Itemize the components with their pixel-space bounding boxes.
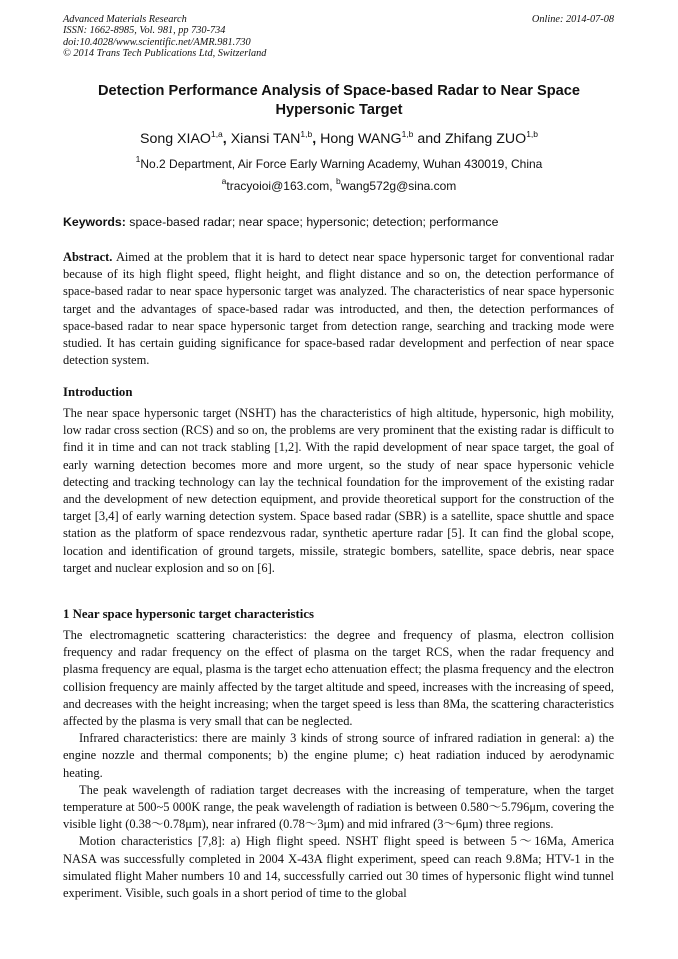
author-list: Song XIAO$^{1,a}$, Xiansi TAN$^{1,b}$, Hong WANG$^{1,b}$ and Zhifang ZUO$^{1,b}$ bbox=[139, 129, 539, 147]
keywords-label: Keywords: bbox=[63, 215, 126, 229]
abstract-label: Abstract. bbox=[63, 250, 113, 264]
issn-line: ISSN: 1662-8985, Vol. 981, pp 730-734 bbox=[63, 25, 226, 37]
online-date: Online: 2014-07-08 bbox=[531, 14, 614, 25]
keywords-text: space-based radar; near space; hypersonic; detection; performance bbox=[129, 215, 499, 229]
author-affil-sup: 1,b bbox=[300, 129, 313, 139]
author-affil-sup: 1,a bbox=[210, 129, 223, 139]
author-name: Hong WANG bbox=[320, 131, 402, 147]
affiliation bbox=[63, 156, 615, 172]
paragraph: Motion characteristics [7,8]: a) High flight speed. NSHT flight speed is between 5～16Ma, America NASA was successfully completed in 2004 X-43A flight experiment, speed can reach 9.8Ma; HTV-1 in the simulated flight Maher numbers 10 and 14, successfully carried out 30 times of hypersonic flight wind tunnel experiment. Visible, such goals in a short period of time to the global bbox=[63, 834, 614, 901]
paragraph: Infrared characteristics: there are mainly 3 kinds of strong source of infrared radiation in general: a) the engine nozzle and thermal components; b) the engine plume; c) heat radiation induced by aerodynamic heating. bbox=[63, 731, 614, 780]
email-sup: a bbox=[221, 176, 227, 186]
journal-header bbox=[63, 14, 266, 59]
author-conjunction: and bbox=[417, 131, 442, 147]
paper-title: Detection Performance Analysis of Space-based Radar to Near Space Hypersonic Target bbox=[97, 83, 581, 118]
author-affil-sup: 1,b bbox=[526, 129, 539, 139]
author-name: Zhifang ZUO bbox=[444, 131, 527, 147]
affiliation-sup: 1 bbox=[135, 154, 141, 164]
paragraph: The peak wavelength of radiation target decreases with the increasing of temperature, when the target temperature at 500~5 000K range, the peak wavelength of radiation is between 0.580～5.796μm, covering the visible light (0.38～0.78μm), near infrared (0.78～3μm) and mid infrared (3～6μm) three regions. bbox=[63, 782, 614, 832]
email-line bbox=[63, 178, 615, 194]
email-link[interactable]: tracyoioi@163.com, bbox=[226, 179, 333, 193]
email-sup: b bbox=[335, 176, 341, 186]
journal-name: Advanced Materials Research bbox=[63, 14, 187, 25]
author-affil-sup: 1,b bbox=[401, 129, 414, 139]
keywords bbox=[63, 214, 615, 230]
author-name: Xiansi TAN bbox=[230, 131, 301, 147]
affiliation-text: No.2 Department, Air Force Early Warning Academy, Wuhan 430019, China bbox=[140, 157, 543, 171]
copyright-line: © 2014 Trans Tech Publications Ltd, Switzerland bbox=[63, 47, 267, 59]
section-1-heading: 1 Near space hypersonic target characteristics bbox=[63, 607, 315, 621]
introduction-heading: Introduction bbox=[63, 385, 133, 399]
section-1-body bbox=[63, 627, 614, 902]
email-link[interactable]: wang572g@sina.com bbox=[340, 179, 457, 193]
abstract-text: Aimed at the problem that it is hard to detect near space hypersonic target for conventional radar because of its high flight speed, flight height, and flight distance and so on, the detection performance of space-based radar to near space hypersonic target was analyzed. The characteristics of near space hypersonic target and the advantages of space-based radar was introducted, and then, the detection performances of space-based radar to near space hypersonic target from detection range, searching and tracking mode were studied. It has certain guiding significance for space-based radar development and perfection of near space detection system. bbox=[63, 250, 614, 368]
author-name: Song XIAO bbox=[139, 131, 211, 147]
doi-line[interactable]: doi:10.4028/www.scientific.net/AMR.981.730 bbox=[63, 36, 251, 48]
abstract bbox=[63, 249, 614, 369]
paragraph: The electromagnetic scattering characteristics: the degree and frequency of plasma, electron collision frequency and radar frequency on the effect of plasma on the target RCS, when the radar frequency and plasma frequency are equal, plasma is the target echo attenuation effect; the plasma frequency and the electron collision frequency are mainly affected by the target altitude and speed, increases with the increasing of speed, and decreases with the height increasing; when the target speed is less than 8Ma, the scattering characteristics affected by the plasma is very small that can be neglected. bbox=[63, 628, 614, 729]
introduction-paragraph: The near space hypersonic target (NSHT) has the characteristics of high altitude, hypersonic, high mobility, low radar cross section (RCS) and so on, the problems are very prominent that the existing radar is difficult to find it in time and can not track stabling [1,2]. With the rapid development of near space target, the goal of early warning detection becomes more and more urgent, so the study of near space hypersonic vehicle detecting and tracking technology can lay the technical foundation for the improvement of the existing radar and the development of new detection equipment, and provide theoretical support for the construction of the target [3,4] of early warning detection system. Space based radar (SBR) is a satellite, space shuttle and space station as the platform of space rendezvous radar, synthetic aperture radar [5]. It can find the global scope, location and identification of ground targets, missile, strategic bombers, satellite, space debris, near space target and nuclear explosion and so on [6]. bbox=[63, 406, 614, 575]
